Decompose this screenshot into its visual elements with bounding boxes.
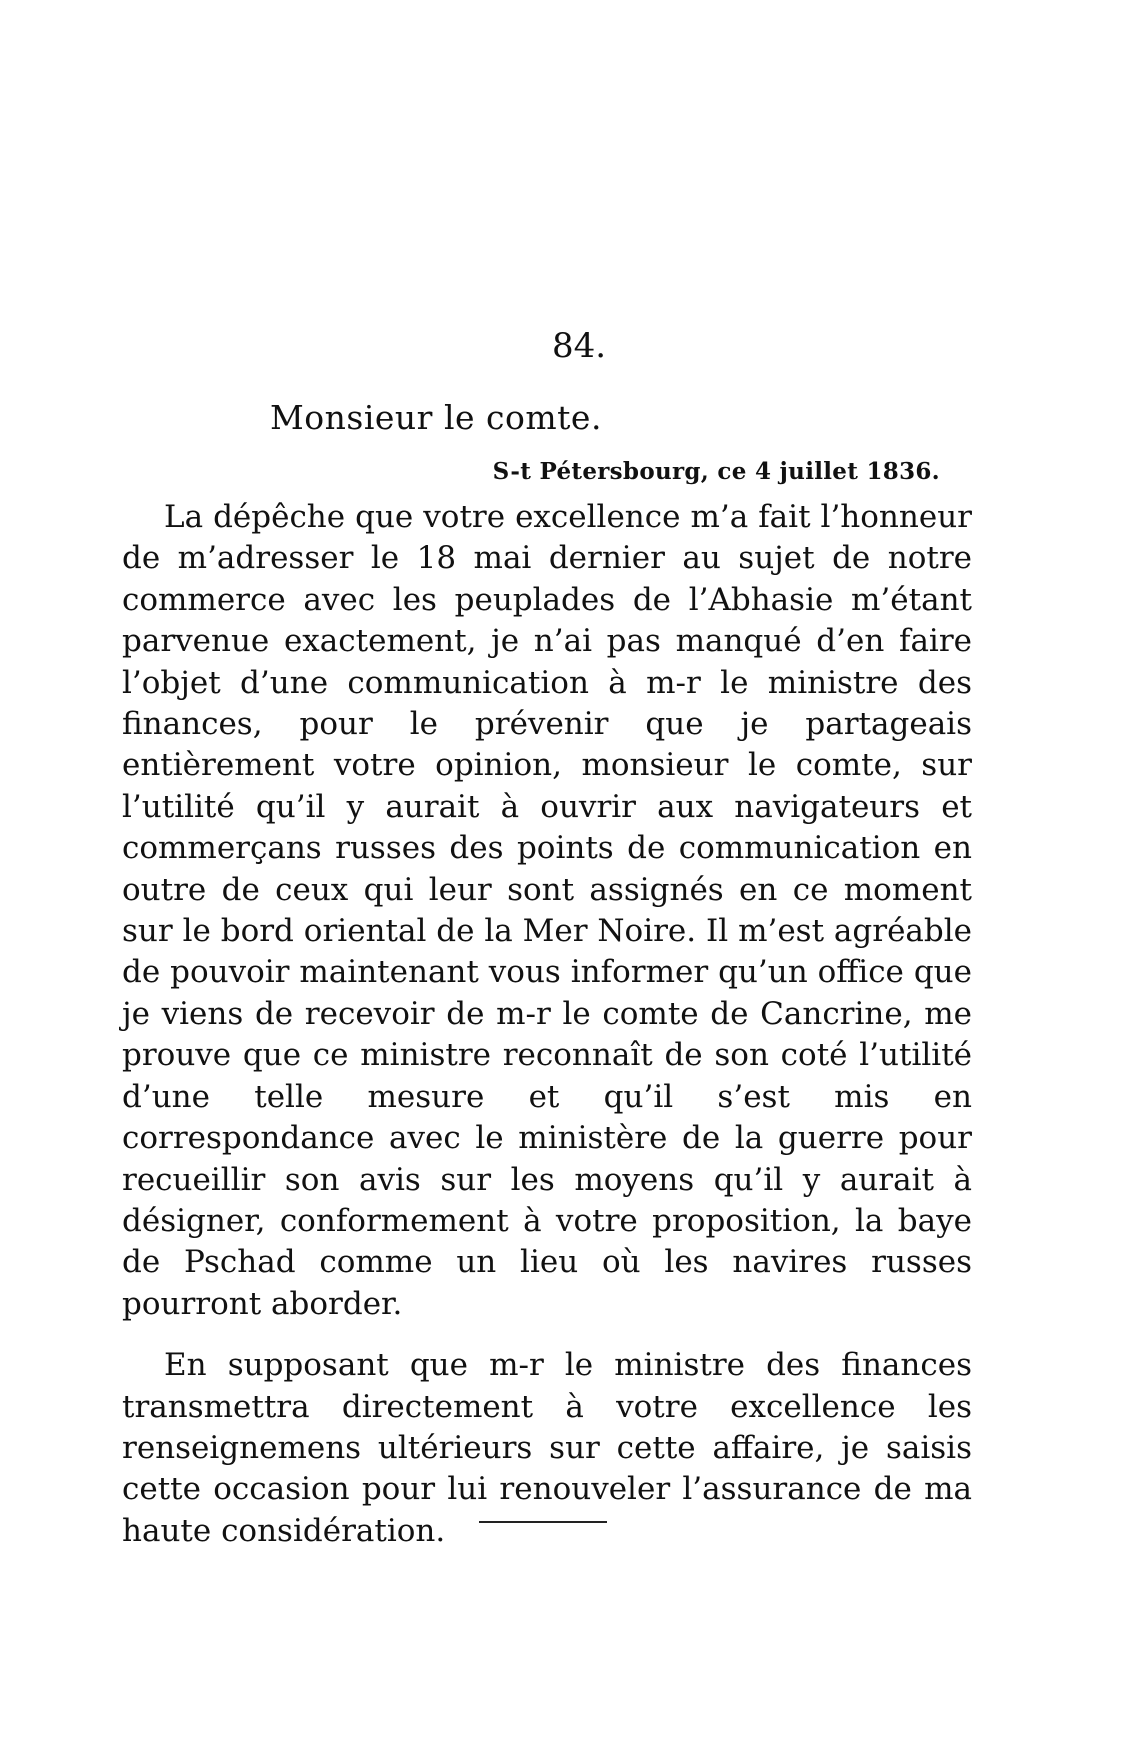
end-rule-divider: [479, 1521, 607, 1523]
paragraph-main: La dépêche que votre excellence m’a fait l’honneur de m’adresser le 18 mai dernier au sujet de notre commerce avec les peuplades de l’Abhasie m’étant parvenue exactement, je n’ai pas manqué d’en faire l’objet d’une communication à m-r le ministre des finances, pour le prévenir que je partageais entièrement votre opinion, monsieur le comte, sur l’utilité qu’il y aurait à ouvrir aux navigateurs et commerçans russes des points de communication en outre de ceux qui leur sont assignés en ce moment sur le bord oriental de la Mer Noire. Il m’est agréable de pouvoir maintenant vous informer qu’un office que je viens de recevoir de m-r le comte de Cancrine, me prouve que ce ministre reconnaît de son coté l’utilité d’une telle mesure et qu’il s’est mis en correspondance avec le ministère de la guerre pour recueillir son avis sur les moyens qu’il y aurait à désigner, conformement à votre proposition, la baye de Pschad comme un lieu où les navires russes pourront aborder.: [122, 499, 972, 1322]
page-number: 84.: [551, 326, 607, 366]
salutation: Monsieur le comte.: [270, 398, 602, 437]
letter-body: [122, 497, 972, 1552]
paragraph-closing: En supposant que m-r le ministre des finances transmettra directement à votre excellence les renseignemens ultérieurs sur cette affaire, je saisis cette occasion pour lui renouveler l’assurance de ma haute considération.: [122, 1347, 972, 1549]
dateline: S-t Pétersbourg, ce 4 juillet 1836.: [492, 458, 940, 485]
